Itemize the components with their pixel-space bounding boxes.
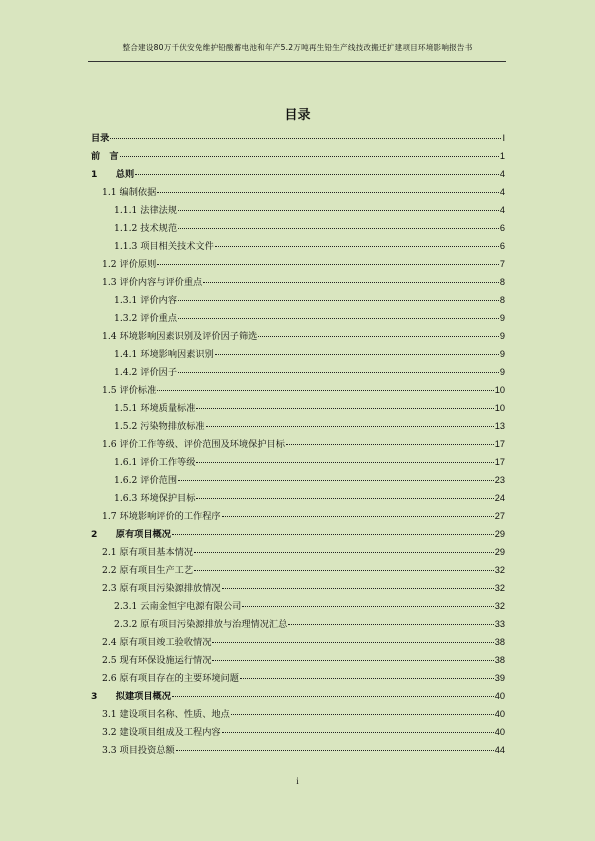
dot-leader bbox=[157, 264, 499, 265]
toc-entry-page: I bbox=[502, 133, 505, 143]
toc-entry-page: 32 bbox=[494, 601, 505, 611]
dot-leader bbox=[215, 354, 499, 355]
toc-entry-page: 9 bbox=[499, 313, 505, 323]
running-header: 整合建设80万千伏安免维护铅酸蓄电池和年产5.2万吨再生铅生产线技改搬迁扩建项目环境影响报告书 bbox=[122, 43, 473, 52]
toc-entry-page: 29 bbox=[494, 529, 505, 539]
toc-entry-page: 10 bbox=[494, 403, 505, 413]
dot-leader bbox=[176, 750, 494, 751]
toc-entry-label: 前 言 bbox=[91, 151, 119, 162]
dot-leader bbox=[178, 480, 494, 481]
toc-entry[interactable] bbox=[91, 687, 505, 705]
toc-entry-page: 1 bbox=[499, 151, 505, 161]
toc-entry-page: 40 bbox=[494, 727, 505, 737]
toc-entry[interactable] bbox=[91, 399, 505, 417]
dot-leader bbox=[258, 336, 499, 337]
dot-leader bbox=[288, 624, 493, 625]
toc-entry-page: 29 bbox=[494, 547, 505, 557]
toc-entry-label: 1.5 评价标准 bbox=[102, 385, 157, 396]
toc-entry-page: 9 bbox=[499, 367, 505, 377]
toc-entry[interactable] bbox=[91, 633, 505, 651]
dot-leader bbox=[178, 372, 499, 373]
toc-entry-label: 目录 bbox=[91, 133, 110, 144]
toc-entry-page: 4 bbox=[499, 187, 505, 197]
toc-entry-label: 1.4 环境影响因素识别及评价因子筛选 bbox=[102, 331, 258, 342]
toc-entry-label: 2.5 现有环保设施运行情况 bbox=[102, 655, 212, 666]
table-of-contents bbox=[91, 129, 505, 759]
toc-entry-page: 4 bbox=[499, 169, 505, 179]
dot-leader bbox=[194, 570, 494, 571]
toc-entry-page: 27 bbox=[494, 511, 505, 521]
toc-entry-label: 1.7 环境影响评价的工作程序 bbox=[102, 511, 221, 522]
toc-entry-label: 3.1 建设项目名称、性质、地点 bbox=[102, 709, 230, 720]
dot-leader bbox=[286, 444, 494, 445]
toc-entry-page: 38 bbox=[494, 637, 505, 647]
toc-entry-label: 1.6 评价工作等级、评价范围及环境保护目标 bbox=[102, 439, 285, 450]
toc-entry[interactable] bbox=[91, 183, 505, 201]
toc-entry[interactable] bbox=[91, 309, 505, 327]
toc-entry-page: 23 bbox=[494, 475, 505, 485]
toc-entry[interactable] bbox=[91, 417, 505, 435]
toc-entry[interactable] bbox=[91, 561, 505, 579]
dot-leader bbox=[215, 246, 499, 247]
toc-entry[interactable] bbox=[91, 327, 505, 345]
toc-entry-label: 1.5.1 环境质量标准 bbox=[114, 403, 196, 414]
dot-leader bbox=[222, 732, 494, 733]
toc-entry-label: 1.1.3 项目相关技术文件 bbox=[114, 241, 214, 252]
toc-entry-label: 3.3 项目投资总额 bbox=[102, 745, 175, 756]
toc-entry-page: 9 bbox=[499, 331, 505, 341]
toc-entry-page: 13 bbox=[494, 421, 505, 431]
dot-leader bbox=[222, 588, 494, 589]
toc-entry-label: 2.3 原有项目污染源排放情况 bbox=[102, 583, 221, 594]
toc-entry[interactable] bbox=[91, 255, 505, 273]
toc-entry-label: 1.6.2 评价范围 bbox=[114, 475, 178, 486]
toc-entry[interactable] bbox=[91, 345, 505, 363]
toc-entry-label: 1.6.3 环境保护目标 bbox=[114, 493, 196, 504]
toc-entry-page: 33 bbox=[494, 619, 505, 629]
toc-entry-page: 4 bbox=[499, 205, 505, 215]
dot-leader bbox=[206, 426, 494, 427]
toc-entry-page: 32 bbox=[494, 565, 505, 575]
dot-leader bbox=[196, 408, 493, 409]
toc-entry[interactable] bbox=[91, 237, 505, 255]
toc-entry[interactable] bbox=[91, 525, 505, 543]
toc-entry[interactable] bbox=[91, 723, 505, 741]
toc-entry-page: 44 bbox=[494, 745, 505, 755]
toc-entry-label: 1.3.2 评价重点 bbox=[114, 313, 178, 324]
toc-entry[interactable] bbox=[91, 669, 505, 687]
toc-entry[interactable] bbox=[91, 273, 505, 291]
toc-entry-label: 3.2 建设项目组成及工程内容 bbox=[102, 727, 221, 738]
toc-entry-page: 6 bbox=[499, 241, 505, 251]
dot-leader bbox=[212, 660, 493, 661]
toc-entry-label: 1.2 评价原则 bbox=[102, 259, 157, 270]
toc-entry[interactable] bbox=[91, 129, 505, 147]
page-number: i bbox=[296, 776, 299, 786]
toc-entry-label: 1.1 编制依据 bbox=[102, 187, 157, 198]
dot-leader bbox=[178, 228, 499, 229]
toc-entry-page: 10 bbox=[494, 385, 505, 395]
dot-leader bbox=[172, 696, 494, 697]
toc-entry[interactable] bbox=[91, 201, 505, 219]
dot-leader bbox=[172, 534, 494, 535]
toc-entry[interactable] bbox=[91, 165, 505, 183]
toc-entry-label: 2.4 原有项目竣工验收情况 bbox=[102, 637, 212, 648]
dot-leader bbox=[194, 552, 494, 553]
toc-entry-label: 2.1 原有项目基本情况 bbox=[102, 547, 194, 558]
dot-leader bbox=[231, 714, 494, 715]
toc-entry-label: 3 拟建项目概况 bbox=[91, 691, 171, 702]
toc-entry-label: 1 总则 bbox=[91, 169, 135, 180]
dot-leader bbox=[212, 642, 493, 643]
toc-entry-label: 1.4.1 环境影响因素识别 bbox=[114, 349, 214, 360]
toc-entry-label: 1.5.2 污染物排放标准 bbox=[114, 421, 205, 432]
toc-entry[interactable] bbox=[91, 147, 505, 165]
toc-entry-page: 7 bbox=[499, 259, 505, 269]
toc-entry-page: 17 bbox=[494, 439, 505, 449]
toc-entry-label: 1.6.1 评价工作等级 bbox=[114, 457, 196, 468]
dot-leader bbox=[178, 318, 499, 319]
toc-entry[interactable] bbox=[91, 597, 505, 615]
toc-entry[interactable] bbox=[91, 453, 505, 471]
toc-entry-label: 2.2 原有项目生产工艺 bbox=[102, 565, 194, 576]
toc-entry-page: 6 bbox=[499, 223, 505, 233]
dot-leader bbox=[203, 282, 499, 283]
dot-leader bbox=[120, 156, 499, 157]
toc-entry-page: 38 bbox=[494, 655, 505, 665]
toc-entry[interactable] bbox=[91, 741, 505, 759]
toc-entry-label: 1.1.1 法律法规 bbox=[114, 205, 178, 216]
dot-leader bbox=[196, 498, 493, 499]
toc-entry[interactable] bbox=[91, 615, 505, 633]
dot-leader bbox=[178, 300, 499, 301]
toc-entry-label: 1.1.2 技术规范 bbox=[114, 223, 178, 234]
toc-entry-label: 1.4.2 评价因子 bbox=[114, 367, 178, 378]
toc-entry[interactable] bbox=[91, 705, 505, 723]
dot-leader bbox=[110, 138, 501, 139]
toc-entry-label: 2 原有项目概况 bbox=[91, 529, 171, 540]
toc-title: 目录 bbox=[284, 108, 311, 123]
toc-entry-page: 8 bbox=[499, 277, 505, 287]
dot-leader bbox=[157, 192, 499, 193]
toc-entry-page: 40 bbox=[494, 691, 505, 701]
toc-entry[interactable] bbox=[91, 381, 505, 399]
toc-entry-label: 2.3.1 云南金恒宇电源有限公司 bbox=[114, 601, 242, 612]
toc-entry-label: 1.3 评价内容与评价重点 bbox=[102, 277, 203, 288]
toc-entry-page: 17 bbox=[494, 457, 505, 467]
toc-entry[interactable] bbox=[91, 651, 505, 669]
dot-leader bbox=[242, 606, 493, 607]
dot-leader bbox=[157, 390, 493, 391]
toc-entry[interactable] bbox=[91, 291, 505, 309]
toc-entry[interactable] bbox=[91, 471, 505, 489]
dot-leader bbox=[196, 462, 493, 463]
toc-entry-page: 40 bbox=[494, 709, 505, 719]
toc-entry-page: 9 bbox=[499, 349, 505, 359]
dot-leader bbox=[135, 174, 499, 175]
toc-entry-label: 2.3.2 原有项目污染源排放与治理情况汇总 bbox=[114, 619, 288, 630]
toc-entry[interactable] bbox=[91, 435, 505, 453]
dot-leader bbox=[178, 210, 499, 211]
toc-entry[interactable] bbox=[91, 543, 505, 561]
toc-entry-page: 32 bbox=[494, 583, 505, 593]
dot-leader bbox=[240, 678, 494, 679]
toc-entry-label: 1.3.1 评价内容 bbox=[114, 295, 178, 306]
toc-entry[interactable] bbox=[91, 489, 505, 507]
dot-leader bbox=[222, 516, 494, 517]
toc-entry-page: 8 bbox=[499, 295, 505, 305]
toc-entry-page: 39 bbox=[494, 673, 505, 683]
header-divider bbox=[88, 61, 506, 62]
toc-entry-label: 2.6 原有项目存在的主要环境问题 bbox=[102, 673, 239, 684]
toc-entry[interactable] bbox=[91, 507, 505, 525]
toc-entry[interactable] bbox=[91, 579, 505, 597]
toc-entry[interactable] bbox=[91, 363, 505, 381]
toc-entry[interactable] bbox=[91, 219, 505, 237]
toc-entry-page: 24 bbox=[494, 493, 505, 503]
